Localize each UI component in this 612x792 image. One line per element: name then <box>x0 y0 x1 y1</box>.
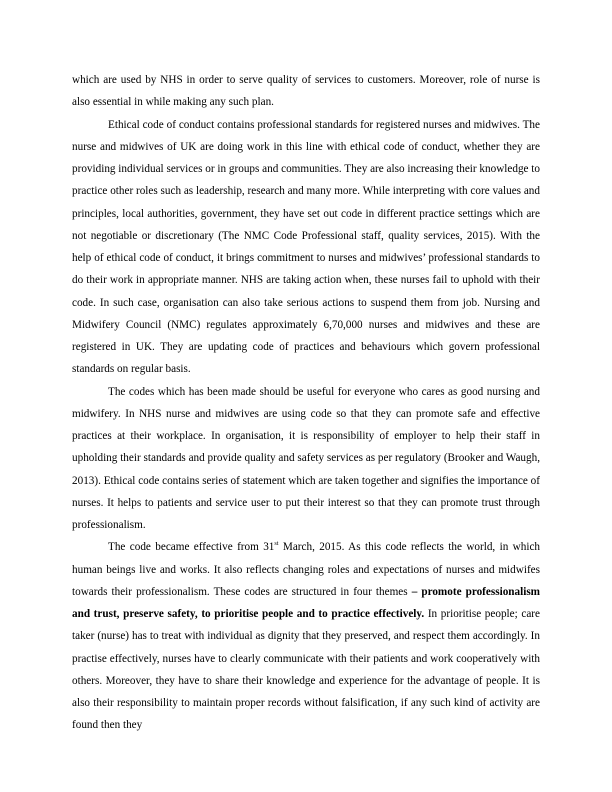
ordinal-suffix: st <box>274 541 279 548</box>
paragraph-text-part1: The code became effective from 31 <box>108 541 275 554</box>
paragraph-code-effective <box>72 536 540 736</box>
paragraph-text-part2: March, 2015. As this code reflects the world, in which human beings live and works. It also reflects changing roles and expectations of nurses and midwifes towards their professionalism. These codes are structured in four themes <box>72 541 540 598</box>
paragraph-ethical-code: Ethical code of conduct contains professional standards for registered nurses and midwives. The nurse and midwives of UK are doing work in this line with ethical code of conduct, whether they are providing individual services or in groups and communities. They are also increasing their knowledge to practice other roles such as leadership, research and many more. While interpreting with core values and principles, local authorities, government, they have set out code in different practice settings which are not negotiable or discretionary (The NMC Code Professional staff, quality services, 2015). With the help of ethical code of conduct, it brings commitment to nurses and midwives’ professional standards to do their work in appropriate manner. NHS are taking action when, these nurses fail to uphold with their code. In such case, organisation can also take serious actions to suspend them from job. Nursing and Midwifery Council (NMC) regulates approximately 6,70,000 nurses and midwives and these are registered in UK. They are updating code of practices and behaviours which govern professional standards on regular basis. <box>72 118 541 376</box>
four-themes-bold: – promote professionalism and trust, preserve safety, to prioritise people and to practice effectively. <box>72 585 540 620</box>
body-text <box>72 69 540 737</box>
paragraph-continuation: which are used by NHS in order to serve quality of services to customers. Moreover, role of nurse is also essential in while making any such plan. <box>72 74 540 109</box>
paragraph-codes-usefulness: The codes which has been made should be useful for everyone who cares as good nursing and midwifery. In NHS nurse and midwives are using code so that they can promote safe and effective practices at their workplace. In organisation, it is responsibility of employer to help their staff in upholding their standards and provide quality and safety services as per regulatory (Brooker and Waugh, 2013). Ethical code contains series of statement which are taken together and signifies the importance of nurses. It helps to patients and service user to put their interest so that they can promote trust through professionalism. <box>72 385 540 531</box>
paragraph-text-part3: In prioritise people; care taker (nurse) has to treat with individual as dignity that they preserved, and respect them accordingly. In practise effectively, nurses have to clearly communicate with their patients and work cooperatively with others. Moreover, they have to share their knowledge and experience for the advantage of people. It is also their responsibility to maintain proper records without falsification, if any such kind of activity are found then they <box>72 608 540 732</box>
